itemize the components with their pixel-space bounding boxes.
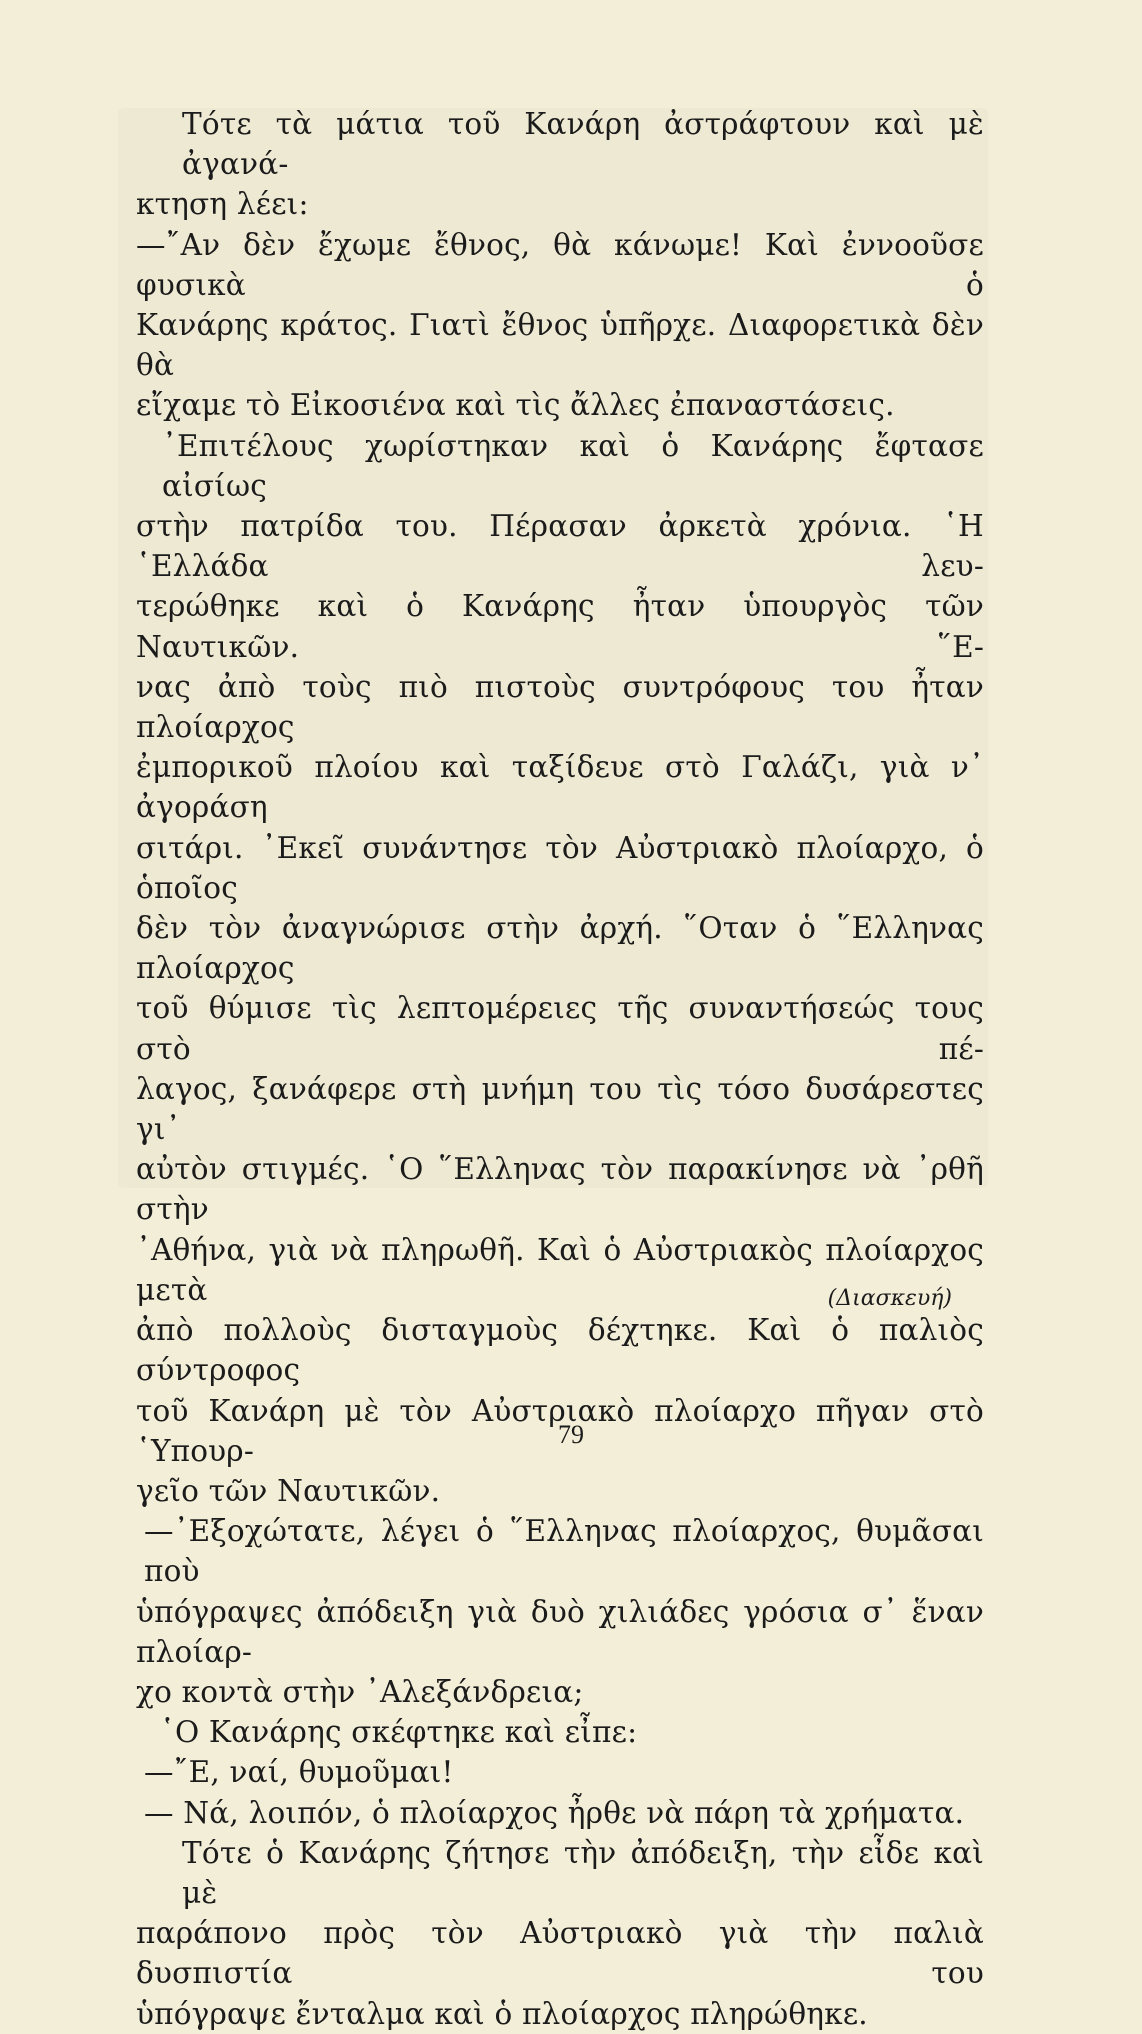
text-line: γεῖο τῶν Ναυτικῶν. (136, 1473, 441, 1508)
text-line: Κανάρης κράτος. Γιατὶ ἔθνος ὑπῆρχε. Διαφορετικὰ δὲν θὰ (136, 308, 984, 383)
text-line: ἀπὸ πολλοὺς δισταγμοὺς δέχτηκε. Καὶ ὁ παλιὸς σύντροφος (136, 1313, 984, 1388)
text-line: ῾Ο Κανάρης σκέφτηκε καὶ εἶπε: (160, 1715, 638, 1750)
text-line: παράπονο πρὸς τὸν Αὐστριακὸ γιὰ τὴν παλιὰ δυσπιστία του (136, 1916, 984, 1991)
text-line: χο κοντὰ στὴν ᾿Αλεξάνδρεια; (136, 1674, 584, 1709)
text-line: στὴν πατρίδα του. Πέρασαν ἀρκετὰ χρόνια. ῾Η ῾Ελλάδα λευ- (136, 509, 984, 584)
text-line: ὑπόγραψες ἀπόδειξη γιὰ δυὸ χιλιάδες γρόσια σ᾿ ἕναν πλοίαρ- (136, 1594, 984, 1669)
text-line: δὲν τὸν ἀναγνώρισε στὴν ἀρχή. ῞Οταν ὁ ῞Ελληνας πλοίαρχος (136, 911, 984, 986)
text-line: τερώθηκε καὶ ὁ Κανάρης ἦταν ὑπουργὸς τῶν Ναυτικῶν. ῞Ε- (136, 589, 984, 664)
text-line: —῎Αν δὲν ἔχωμε ἔθνος, θὰ κάνωμε! Καὶ ἐννοοῦσε φυσικὰ ὁ (136, 227, 984, 302)
text-line: Τότε ὁ Κανάρης ζήτησε τὴν ἀπόδειξη, τὴν εἶδε καὶ μὲ (182, 1835, 984, 1910)
text-line: αὐτὸν στιγμές. ῾Ο ῞Ελληνας τὸν παρακίνησε νὰ ᾿ρθῆ στὴν (136, 1152, 984, 1227)
text-line: τοῦ Κανάρη μὲ τὸν Αὐστριακὸ πλοίαρχο πῆγαν στὸ ῾Υπουρ- (136, 1393, 984, 1468)
page-number: 79 (558, 1420, 584, 1449)
body-text (136, 104, 984, 2034)
text-line: νας ἀπὸ τοὺς πιὸ πιστοὺς συντρόφους του ἦταν πλοίαρχος (136, 669, 984, 745)
text-line: ἐμπορικοῦ πλοίου καὶ ταξίδευε στὸ Γαλάζι, γιὰ ν᾿ ἀγοράση (136, 750, 984, 825)
text-line: κτηση λέει: (136, 187, 309, 222)
text-line: σιτάρι. ᾿Εκεῖ συνάντησε τὸν Αὐστριακὸ πλοίαρχο, ὁ ὁποῖος (136, 830, 984, 905)
text-line: —᾿Εξοχώτατε, λέγει ὁ ῞Ελληνας πλοίαρχος, θυμᾶσαι ποὺ (144, 1514, 984, 1589)
text-line: — Νά, λοιπόν, ὁ πλοίαρχος ἦρθε νὰ πάρη τὰ χρήματα. (144, 1795, 965, 1830)
text-line: ὑπόγραψε ἔνταλμα καὶ ὁ πλοίαρχος πληρώθηκε. (136, 1996, 868, 2031)
text-line: ᾿Επιτέλους χωρίστηκαν καὶ ὁ Κανάρης ἔφτασε αἰσίως (162, 428, 984, 503)
adaptation-note: (Διασκευή) (827, 1286, 952, 1311)
text-line: Τότε τὰ μάτια τοῦ Κανάρη ἀστράφτουν καὶ μὲ ἀγανά- (182, 107, 984, 182)
text-line: εἴχαμε τὸ Εἰκοσιένα καὶ τὶς ἄλλες ἐπαναστάσεις. (136, 388, 895, 423)
text-line: —῎Ε, ναί, θυμοῦμαι! (144, 1755, 454, 1790)
text-line: λαγος, ξανάφερε στὴ μνήμη του τὶς τόσο δυσάρεστες γι᾿ (136, 1071, 984, 1147)
text-line: ᾿Αθήνα, γιὰ νὰ πληρωθῆ. Καὶ ὁ Αὐστριακὸς πλοίαρχος μετὰ (136, 1232, 984, 1307)
text-line: τοῦ θύμισε τὶς λεπτομέρειες τῆς συναντήσεώς τους στὸ πέ- (136, 991, 984, 1066)
